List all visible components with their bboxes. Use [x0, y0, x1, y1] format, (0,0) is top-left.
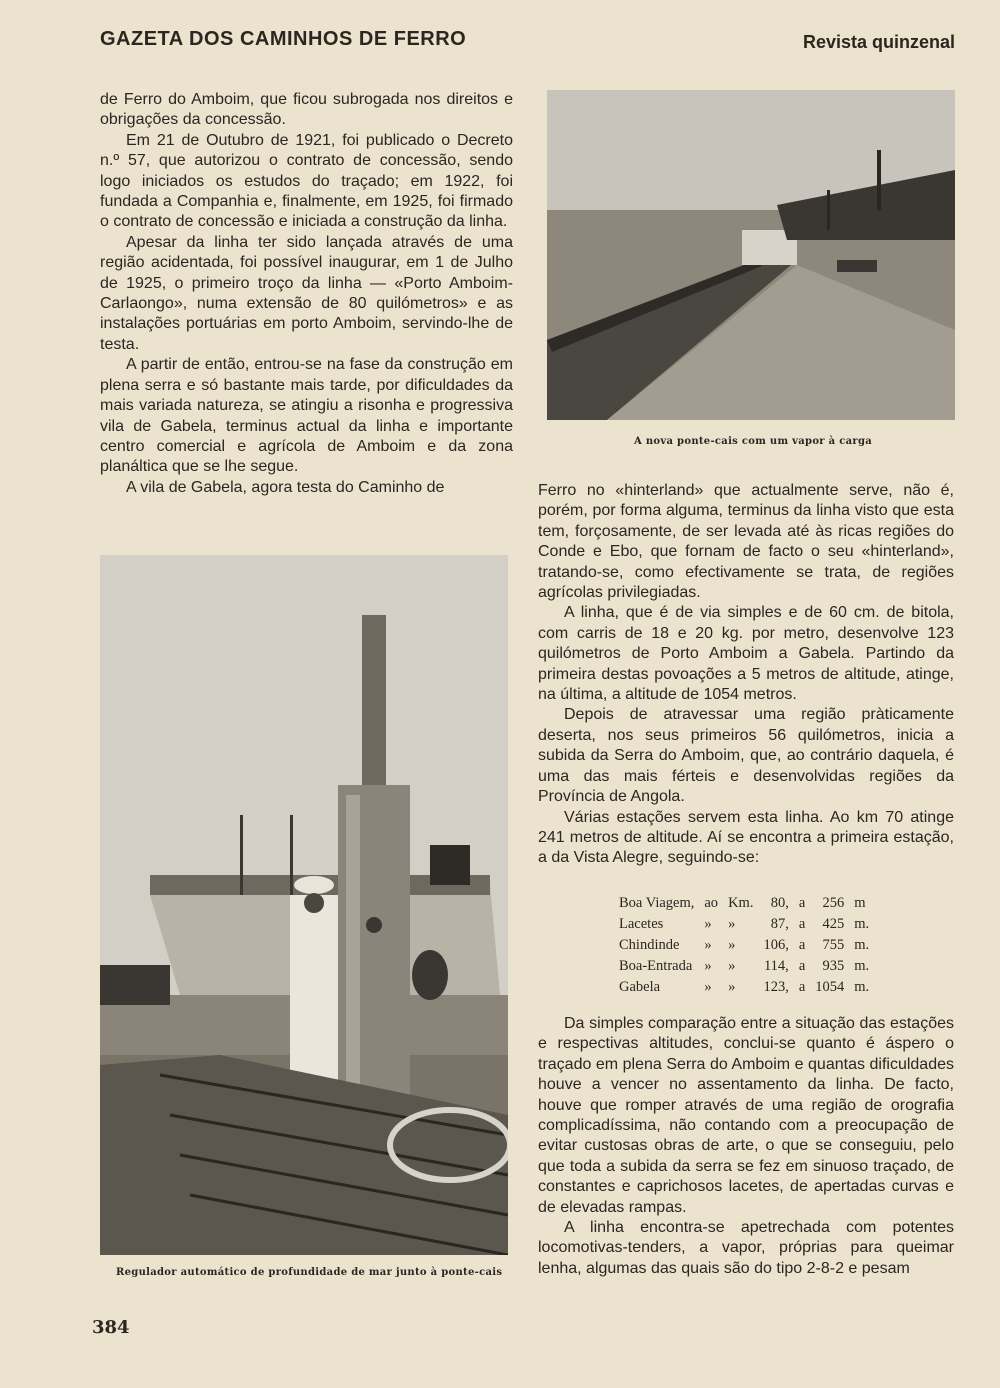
- paragraph: Da simples comparação entre a situação das estações e respectivas altitudes, conclui-se quanto é áspero o traçado em plena Serra do Amboim e quantas dificuldades houve a vencer no assentamento da linha. De facto, houve que romper através de uma região de orografia complicadíssima, não contando com a preocupação de evitar custosas obras de arte, o que se conseguiu, pelo que toda a subida da serra se fez em sinuoso traçado, de constantes e caprichosos lacetes, de apertadas curvas e de elevadas rampas.: [538, 1015, 954, 1216]
- station-name: Chindinde: [619, 937, 680, 953]
- station-altitude: 256: [822, 895, 845, 911]
- paragraph: Depois de atravessar uma região pràticamente deserta, nos seus primeiros 56 quilómetros, inicia a subida da Serra do Amboim, que, ao contrário daquela, é uma das mais férteis e desenvolvidas regiões da Província de Angola.: [538, 706, 954, 806]
- station-name: Boa Viagem,: [619, 895, 695, 911]
- top-photo-caption: A nova ponte-cais com um vapor à carga: [634, 436, 873, 447]
- station-name: Boa-Entrada: [619, 958, 693, 974]
- altitude-unit: m.: [854, 937, 870, 953]
- station-name: Gabela: [619, 979, 661, 995]
- pier-ship-photo: [547, 90, 955, 420]
- paragraph: de Ferro do Amboim, que ficou subrogada nos direitos e obrigações da concessão.: [100, 91, 513, 129]
- station-altitude: 935: [822, 958, 845, 974]
- publication-subtitle: Revista quinzenal: [802, 32, 955, 52]
- station-a: a: [798, 916, 806, 932]
- station-km: 80,: [770, 895, 789, 911]
- station-name: Lacetes: [619, 916, 664, 932]
- station-km: 87,: [770, 916, 789, 932]
- station-a: a: [798, 979, 806, 995]
- table-row: [615, 956, 874, 977]
- right-text-column-continued: [538, 1014, 954, 1279]
- right-text-column: [538, 481, 954, 869]
- table-row: [615, 935, 874, 956]
- altitude-unit: m.: [854, 958, 870, 974]
- page-number: 384: [92, 1317, 130, 1338]
- station-km: 106,: [763, 937, 789, 953]
- ditto-mark: »: [704, 979, 712, 995]
- paragraph: Ferro no «hinterland» que actualmente serve, não é, porém, por forma alguma, terminus da linha visto que esta tem, forçosamente, de ser levada até às ricas regiões do Conde e Ebo, que fornam de facto o seu «hinterland», tratando-se, como efectivamente se trata, de regiões agrícolas privilegiadas.: [538, 482, 954, 602]
- table-row: [615, 977, 874, 998]
- altitude-unit: m.: [854, 916, 870, 932]
- paragraph: Várias estações servem esta linha. Ao km 70 atinge 241 metros de altitude. Aí se encontra a primeira estação, a da Vista Alegre, seguindo-se:: [538, 808, 954, 867]
- station-a: a: [798, 958, 806, 974]
- station-km: 114,: [763, 958, 789, 974]
- ditto-mark: Km.: [728, 895, 754, 911]
- ditto-mark: »: [704, 958, 712, 974]
- paragraph: A linha encontra-se apetrechada com potentes locomotivas-tenders, a vapor, próprias para queimar lenha, algumas das quais são do tipo 2-8-2 e pesam: [538, 1219, 954, 1277]
- altitude-unit: m.: [854, 979, 870, 995]
- paragraph: A linha, que é de via simples e de 60 cm. de bitola, com carris de 18 e 20 kg. por metro, desenvolve 123 quilómetros de Porto Amboim a Gabela. Partindo da primeira destas povoações a 5 metros de altitude, atinge, na última, a altitude de 1054 metros.: [538, 604, 954, 704]
- table-row: [615, 893, 874, 914]
- left-text-column: [100, 90, 513, 498]
- table-row: [615, 914, 874, 935]
- ditto-mark: »: [728, 937, 736, 953]
- depth-regulator-photo: [100, 555, 508, 1255]
- altitude-unit: m: [854, 895, 866, 911]
- station-km: 123,: [763, 979, 789, 995]
- ditto-mark: ao: [704, 895, 719, 911]
- page-header: [100, 28, 955, 58]
- ditto-mark: »: [728, 979, 736, 995]
- station-altitude: 425: [822, 916, 845, 932]
- station-altitude: 755: [822, 937, 845, 953]
- publication-title: GAZETA DOS CAMINHOS DE FERRO: [100, 28, 467, 50]
- paragraph: A vila de Gabela, agora testa do Caminho de: [126, 478, 445, 496]
- ditto-mark: »: [704, 916, 712, 932]
- bottom-photo-caption: Regulador automático de profundidade de mar junto à ponte-cais: [116, 1267, 503, 1278]
- station-a: a: [798, 895, 806, 911]
- ditto-mark: »: [728, 916, 736, 932]
- paragraph: Em 21 de Outubro de 1921, foi publicado o Decreto n.º 57, que autorizou o contrato de concessão, sendo logo iniciados os estudos do traçado; em 1922, foi fundada a Companhia e, finalmente, em 1925, foi firmado o contrato de concessão e iniciada a construção da linha.: [100, 131, 513, 231]
- station-a: a: [798, 937, 806, 953]
- paragraph: A partir de então, entrou-se na fase da construção em plena serra e só bastante mais tarde, por dificuldades da mais variada natureza, se atingiu a risonha e progressiva vila de Gabela, terminus actual da linha e importante centro comercial e agrícola de Amboim e da zona planáltica que se lhe segue.: [100, 356, 513, 476]
- stations-altitude-table: [615, 893, 874, 998]
- station-altitude: 1054: [815, 979, 845, 995]
- ditto-mark: »: [728, 958, 736, 974]
- ditto-mark: »: [704, 937, 712, 953]
- paragraph: Apesar da linha ter sido lançada através de uma região acidentada, foi possível inaugurar, em 1 de Julho de 1925, o primeiro troço da linha — «Porto Amboim-Carlaongo», numa extensão de 80 quilómetros» e as instalações portuárias em porto Amboim, servindo-lhe de testa.: [100, 233, 513, 353]
